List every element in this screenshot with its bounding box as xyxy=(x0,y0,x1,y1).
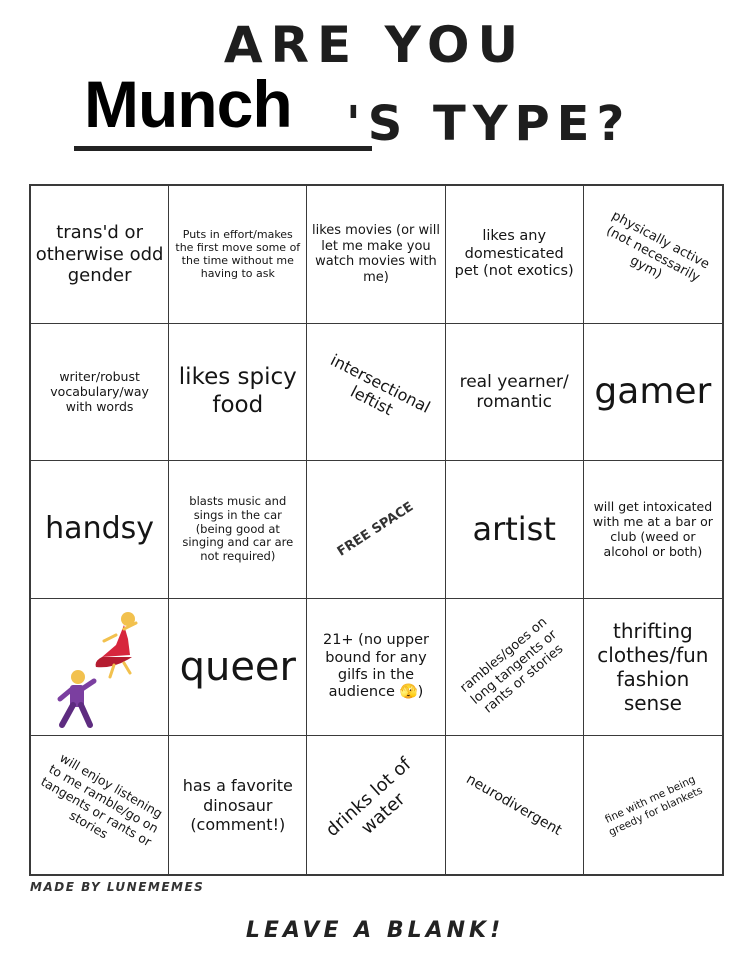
bingo-cell[interactable] xyxy=(584,736,722,874)
bingo-cell[interactable] xyxy=(31,186,169,324)
cell-text: gamer xyxy=(594,371,712,413)
bingo-cell[interactable] xyxy=(446,324,584,462)
bingo-cell[interactable] xyxy=(307,186,445,324)
title-name: Munch xyxy=(84,67,292,141)
cell-text: drinks lot of water xyxy=(321,753,416,841)
cell-text: physically active (not necessarily gym) xyxy=(603,208,712,285)
red-dancer-icon xyxy=(95,612,135,677)
cell-text: fine with me being greedy for blankets xyxy=(603,773,705,838)
title-suffix: 'S TYPE? xyxy=(346,96,632,152)
bingo-cell[interactable] xyxy=(169,186,307,324)
bingo-cell[interactable] xyxy=(307,736,445,874)
free-space-label: FREE SPACE xyxy=(335,499,417,560)
bingo-cell[interactable] xyxy=(307,324,445,462)
bingo-cell[interactable] xyxy=(584,599,722,737)
bingo-cell[interactable] xyxy=(31,461,169,599)
bingo-cell[interactable] xyxy=(169,736,307,874)
bingo-cell[interactable] xyxy=(169,599,307,737)
footer-credit: MADE BY LUNEMEMES xyxy=(30,880,205,894)
cell-text: intersectional leftist xyxy=(327,350,434,420)
cell-text: will enjoy listening to me ramble/go on tangents or rants or stories xyxy=(37,750,165,850)
bingo-cell[interactable] xyxy=(584,186,722,324)
title-underline xyxy=(74,146,372,151)
cell-text: likes movies (or will let me make you watch movies with me) xyxy=(311,223,440,285)
bingo-cell[interactable] xyxy=(584,461,722,599)
cell-text: handsy xyxy=(45,511,155,547)
cell-text: neurodivergent xyxy=(463,771,565,839)
bingo-grid xyxy=(29,184,724,876)
bingo-cell[interactable] xyxy=(446,186,584,324)
cell-text: Puts in effort/makes the first move some of the time without me having to ask xyxy=(175,227,301,281)
cell-text: real yearner/ romantic xyxy=(459,371,569,412)
bingo-cell[interactable] xyxy=(169,324,307,462)
bingo-cell[interactable] xyxy=(31,736,169,874)
bingo-cell[interactable] xyxy=(307,599,445,737)
cell-text: artist xyxy=(472,510,556,549)
cell-text: likes any domesticated pet (not exotics) xyxy=(454,228,574,279)
bingo-cell[interactable] xyxy=(584,324,722,462)
title-line1: ARE YOU xyxy=(223,16,527,74)
dancing-couple-icon xyxy=(32,599,168,735)
bingo-cell[interactable] xyxy=(446,461,584,599)
purple-dancer-icon xyxy=(60,670,94,725)
bingo-cell[interactable] xyxy=(307,461,445,599)
bingo-cell[interactable] xyxy=(446,736,584,874)
bingo-cell[interactable] xyxy=(31,599,169,737)
bingo-cell[interactable] xyxy=(446,599,584,737)
cell-text: writer/robust vocabulary/way with words xyxy=(50,369,149,415)
bingo-cell[interactable] xyxy=(169,461,307,599)
footer-cta: LEAVE A BLANK! xyxy=(245,918,505,943)
cell-text: blasts music and sings in the car (being good at singing and car are not required) xyxy=(182,494,294,564)
cell-text: has a favorite dinosaur (comment!) xyxy=(182,776,293,834)
cell-text: queer xyxy=(179,644,296,691)
cell-text: likes spicy food xyxy=(178,364,297,418)
cell-text: rambles/goes on long tangents or rants or stories xyxy=(457,614,567,717)
bingo-cell[interactable] xyxy=(31,324,169,462)
cell-text: trans'd or otherwise odd gender xyxy=(35,221,164,287)
cell-text: thrifting clothes/fun fashion sense xyxy=(597,619,709,716)
cell-text: will get intoxicated with me at a bar or club (weed or alcohol or both) xyxy=(592,499,713,560)
cell-text: 21+ (no upper bound for any gilfs in the audience 🫣) xyxy=(322,632,429,701)
